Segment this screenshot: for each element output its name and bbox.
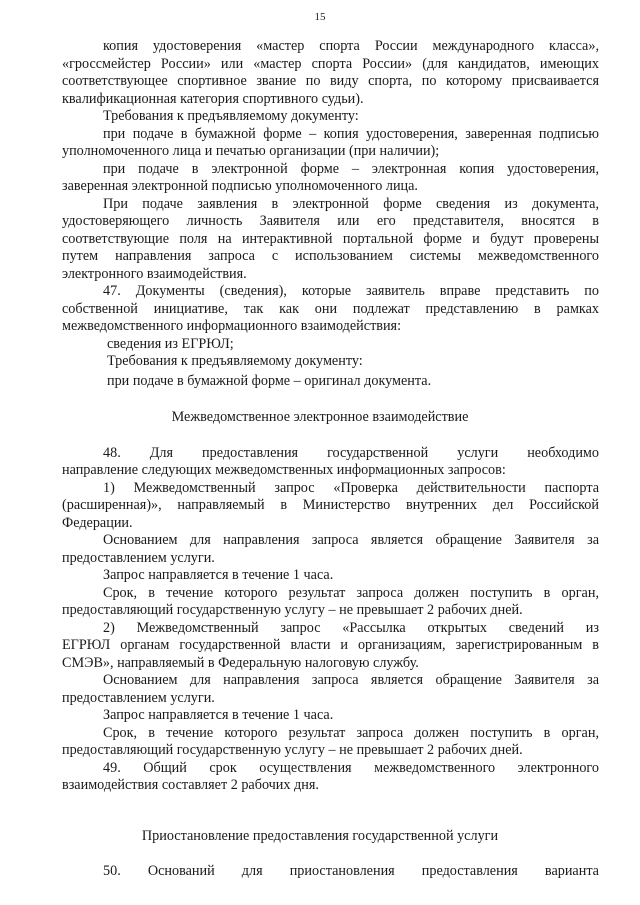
text-line: Федерации. bbox=[62, 515, 133, 531]
text-line: 48. Для предоставления государственной услуги необходимо bbox=[103, 445, 599, 461]
text-line: 1) Межведомственный запрос «Проверка действительности паспорта bbox=[103, 480, 599, 496]
text-line: предоставляющий государственную услугу – не превышает 2 рабочих дней. bbox=[62, 602, 523, 618]
text-line: Запрос направляется в течение 1 часа. bbox=[103, 707, 334, 723]
text-line: уполномоченного лица и печатью организации (при наличии); bbox=[62, 143, 440, 159]
text-line: электронного взаимодействия. bbox=[62, 266, 247, 282]
text-line: ЕГРЮЛ органам государственной власти и организациям, зарегистрированным в bbox=[62, 637, 599, 653]
text-line: соответствующие поля на интерактивной портальной форме и будут проверены bbox=[62, 231, 599, 247]
text-line: межведомственного информационного взаимодействия: bbox=[62, 318, 402, 334]
text-line: Срок, в течение которого результат запроса должен поступить в орган, bbox=[103, 585, 599, 601]
text-line: путем направления запроса с использованием системы межведомственного bbox=[62, 248, 599, 264]
section-heading: Приостановление предоставления государственной услуги bbox=[141, 828, 499, 844]
text-line: Срок, в течение которого результат запроса должен поступить в орган, bbox=[103, 725, 599, 741]
text-line: Требования к предъявляемому документу: bbox=[107, 353, 363, 369]
text-line: Основанием для направления запроса является обращение Заявителя за bbox=[103, 672, 599, 688]
text-line: соответствующее спортивное звание по виду спорта, по которому присваивается bbox=[62, 73, 599, 89]
text-line: при подаче в электронной форме – электронная копия удостоверения, bbox=[103, 161, 599, 177]
text-line: 49. Общий срок осуществления межведомственного электронного bbox=[103, 760, 599, 776]
text-line: направление следующих межведомственных информационных запросов: bbox=[62, 462, 506, 478]
text-line: квалификационная категория спортивного судьи). bbox=[62, 91, 364, 107]
text-line: предоставляющий государственную услугу – не превышает 2 рабочих дней. bbox=[62, 742, 523, 758]
text-line: предоставлением услуги. bbox=[62, 690, 215, 706]
text-line: заверенная электронной подписью уполномоченного лица. bbox=[62, 178, 418, 194]
text-line: Требования к предъявляемому документу: bbox=[103, 108, 359, 124]
text-line: при подаче в бумажной форме – оригинал документа. bbox=[107, 373, 432, 389]
page-number: 15 bbox=[314, 11, 326, 23]
text-line: удостоверяющего личность Заявителя или его представителя, вносятся в bbox=[62, 213, 599, 229]
text-line: При подаче заявления в электронной форме сведения из документа, bbox=[103, 196, 599, 212]
text-line: при подаче в бумажной форме – копия удостоверения, заверенная подписью bbox=[103, 126, 599, 142]
text-line: 47. Документы (сведения), которые заявитель вправе представить по bbox=[103, 283, 599, 299]
text-line: предоставлением услуги. bbox=[62, 550, 215, 566]
text-line: копия удостоверения «мастер спорта России международного класса», bbox=[103, 38, 599, 54]
text-line: Основанием для направления запроса является обращение Заявителя за bbox=[103, 532, 599, 548]
text-line: взаимодействия составляет 2 рабочих дня. bbox=[62, 777, 319, 793]
text-line: (расширенная)», направляемый в Министерство внутренних дел Российской bbox=[62, 497, 599, 513]
text-line: сведения из ЕГРЮЛ; bbox=[107, 336, 234, 352]
text-line: «гроссмейстер России» или «мастер спорта России» (для кандидатов, имеющих bbox=[62, 56, 599, 72]
text-line: Запрос направляется в течение 1 часа. bbox=[103, 567, 334, 583]
text-line: 2) Межведомственный запрос «Рассылка открытых сведений из bbox=[103, 620, 599, 636]
text-line: СМЭВ», направляемый в Федеральную налоговую службу. bbox=[62, 655, 419, 671]
text-line: собственной инициативе, так как они подлежат представлению в рамках bbox=[62, 301, 599, 317]
text-line: 50. Оснований для приостановления предоставления варианта bbox=[103, 863, 599, 879]
section-heading: Межведомственное электронное взаимодействие bbox=[171, 409, 469, 425]
